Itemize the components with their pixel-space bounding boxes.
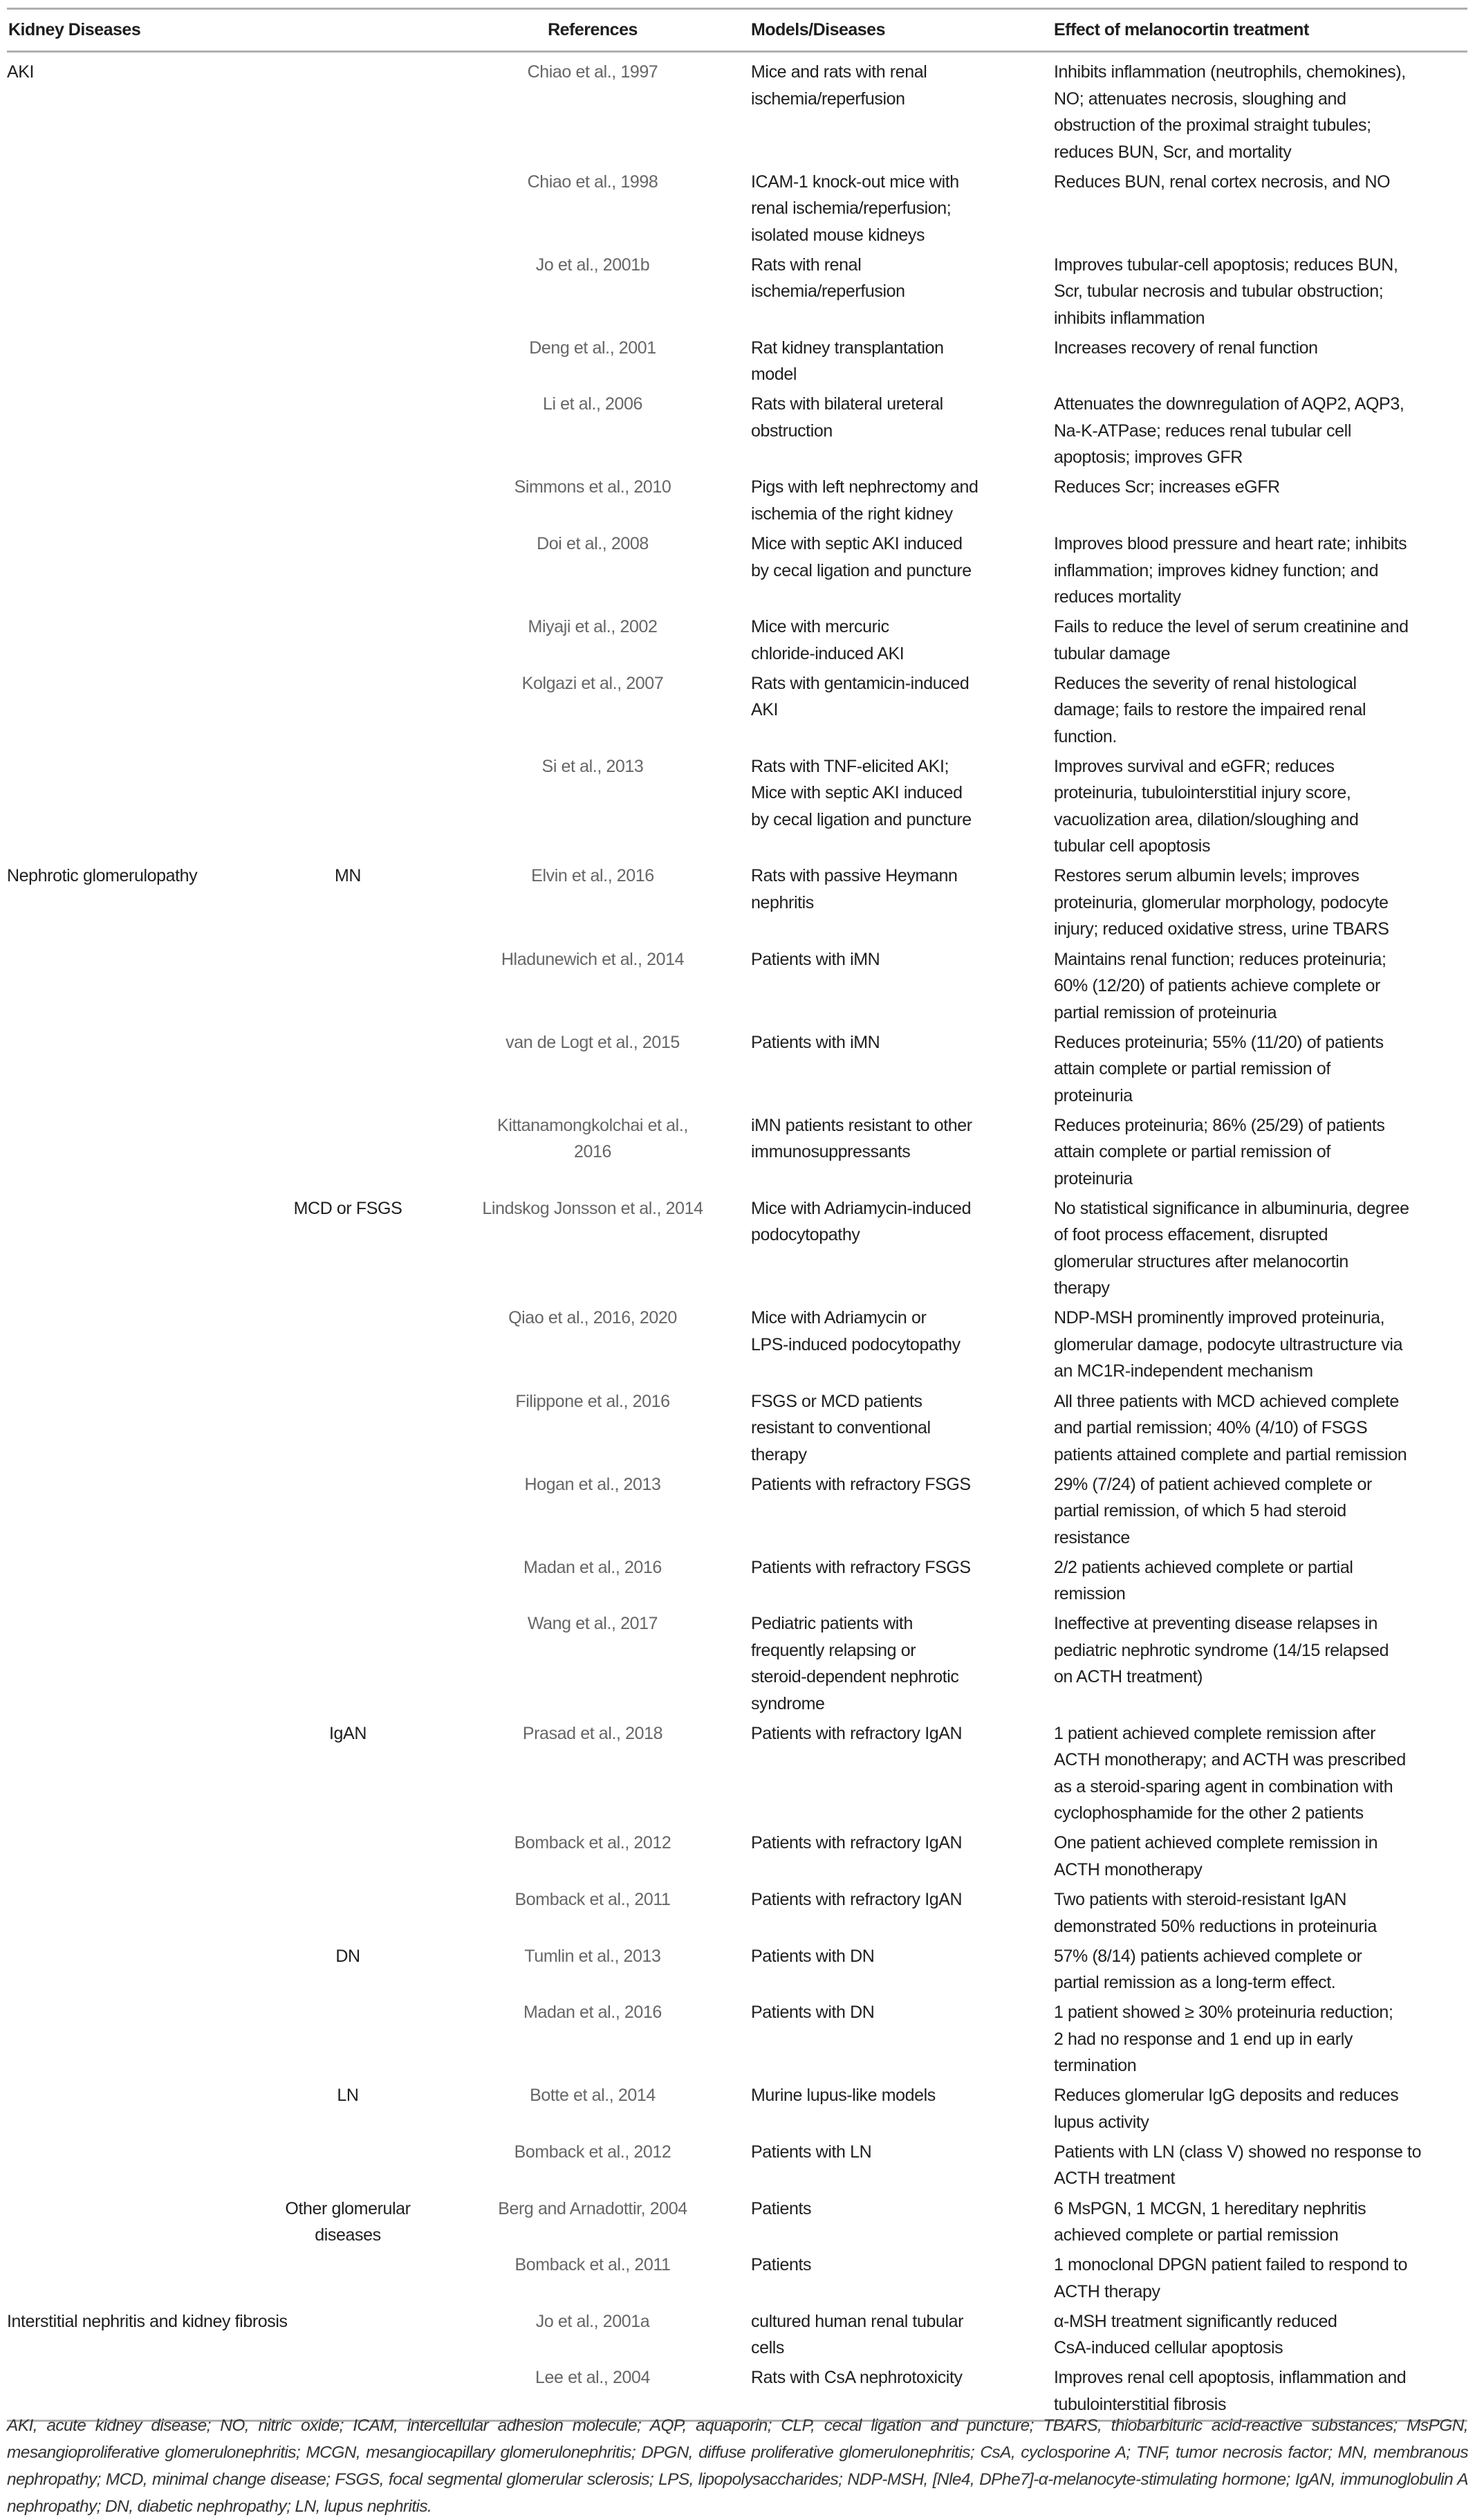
reference-cell: Prasad et al., 2018 (522, 1723, 663, 1743)
kidney-disease-category (7, 1029, 258, 1110)
kidney-disease-category (7, 1112, 258, 1193)
disease-subtype (258, 1999, 438, 2079)
melanocortin-kidney-table (7, 8, 1467, 2422)
reference-cell: Si et al., 2013 (541, 756, 644, 776)
model-cell: Patients with refractory FSGS (751, 1557, 971, 1577)
model-cell: Patients with refractory FSGS (751, 1474, 971, 1494)
effect-cell: Improves renal cell apoptosis, inflammation and tubulointerstitial fibrosis (1054, 2368, 1407, 2414)
reference-cell: Bomback et al., 2011 (514, 1890, 671, 1910)
table-body (7, 53, 1467, 2422)
table-row (7, 2363, 1467, 2420)
reference-cell: Madan et al., 2016 (523, 1557, 662, 1577)
model-cell: Rats with TNF-elicited AKI; Mice with septic AKI induced by cecal ligation and puncture (751, 756, 972, 829)
disease-subtype (258, 2139, 438, 2192)
table-row (7, 1828, 1467, 1885)
kidney-disease-category (7, 1305, 258, 1385)
table-row (7, 1719, 1467, 1829)
model-cell: Rats with CsA nephrotoxicity (751, 2368, 963, 2388)
reference-cell: Filippone et al., 2016 (515, 1391, 670, 1411)
effect-cell: 1 patient showed ≥ 30% proteinuria reduction; 2 had no response and 1 end up in early termination (1054, 2003, 1393, 2076)
model-cell: Patients with iMN (751, 1032, 880, 1052)
kidney-disease-category (7, 1195, 258, 1302)
reference-cell: Qiao et al., 2016, 2020 (508, 1308, 677, 1328)
kidney-disease-category (7, 1610, 258, 1717)
model-cell: Patients with refractory IgAN (751, 1723, 963, 1743)
reference-cell: Bomback et al., 2012 (514, 1833, 671, 1853)
effect-cell: Attenuates the downregulation of AQP2, AQP3, Na-K-ATPase; reduces renal tubular cell apoptosis; improves GFR (1054, 394, 1404, 468)
disease-subtype: MCD or FSGS (293, 1198, 402, 1218)
disease-subtype (258, 670, 438, 751)
disease-subtype (258, 753, 438, 860)
header-kidney-diseases: Kidney Diseases (8, 20, 141, 39)
table-row (7, 389, 1467, 472)
disease-subtype (258, 59, 438, 165)
table-row (7, 2137, 1467, 2194)
disease-subtype (258, 1554, 438, 1608)
kidney-disease-category (7, 391, 258, 471)
kidney-disease-category (7, 670, 258, 751)
reference-cell: Lindskog Jonsson et al., 2014 (482, 1198, 703, 1218)
table-row (7, 57, 1467, 167)
disease-subtype (258, 1830, 438, 1883)
effect-cell: No statistical significance in albuminuria, degree of foot process effacement, disrupted glomerular structures after melanocortin therapy (1054, 1198, 1409, 1298)
model-cell: Mice with Adriamycin or LPS-induced podocytopathy (751, 1308, 961, 1354)
kidney-disease-category (7, 1886, 258, 1940)
effect-cell: Ineffective at preventing disease relapses in pediatric nephrotic syndrome (14/15 relapsed on ACTH treatment) (1054, 1614, 1389, 1687)
table-header (7, 8, 1467, 53)
table-row (7, 333, 1467, 390)
table-row (7, 472, 1467, 529)
reference-cell: Li et al., 2006 (542, 394, 643, 414)
effect-cell: Inhibits inflammation (neutrophils, chemokines), NO; attenuates necrosis, sloughing and obstruction of the proximal straight tubules; reduces BUN, Scr, and mortality (1054, 62, 1406, 162)
model-cell: Patients with DN (751, 1946, 875, 1966)
effect-cell: Reduces glomerular IgG deposits and reduces lupus activity (1054, 2086, 1399, 2132)
effect-cell: α-MSH treatment significantly reduced CsA-induced cellular apoptosis (1054, 2311, 1337, 2358)
table-row (7, 669, 1467, 752)
effect-cell: Patients with LN (class V) showed no response to ACTH treatment (1054, 2142, 1422, 2189)
model-cell: Mice with septic AKI induced by cecal ligation and puncture (751, 534, 972, 580)
model-cell: Patients (751, 2198, 812, 2218)
kidney-disease-category (7, 2082, 258, 2135)
kidney-disease-category (7, 614, 258, 667)
reference-cell: Deng et al., 2001 (529, 338, 656, 358)
effect-cell: Reduces proteinuria; 55% (11/20) of patients attain complete or partial remission of proteinuria (1054, 1032, 1384, 1105)
kidney-disease-category (7, 1554, 258, 1608)
kidney-disease-category (7, 1999, 258, 2079)
effect-cell: Reduces BUN, renal cortex necrosis, and NO (1054, 172, 1391, 192)
disease-subtype (258, 1112, 438, 1193)
effect-cell: Restores serum albumin levels; improves proteinuria, glomerular morphology, podocyte injury; reduced oxidative stress, urine TBARS (1054, 866, 1389, 939)
table-row (7, 2250, 1467, 2307)
reference-cell: Jo et al., 2001a (535, 2311, 650, 2331)
disease-subtype: Other glomerular diseases (285, 2198, 411, 2245)
table-row (7, 612, 1467, 669)
model-cell: Pigs with left nephrectomy and ischemia of the right kidney (751, 477, 978, 524)
model-cell: Patients (751, 2255, 812, 2275)
model-cell: Rats with bilateral ureteral obstruction (751, 394, 943, 441)
table-row (7, 1470, 1467, 1553)
effect-cell: Increases recovery of renal function (1054, 338, 1318, 358)
effect-cell: Improves blood pressure and heart rate; inhibits inflammation; improves kidney function; and reduces mortality (1054, 534, 1407, 607)
reference-cell: Bomback et al., 2012 (514, 2142, 671, 2162)
effect-cell: Improves tubular-cell apoptosis; reduces BUN, Scr, tubular necrosis and tubular obstruction; inhibits inflammation (1054, 255, 1398, 328)
model-cell: Rats with renal ischemia/reperfusion (751, 255, 905, 302)
model-cell: iMN patients resistant to other immunosuppressants (751, 1115, 972, 1162)
kidney-disease-category (7, 2196, 258, 2249)
model-cell: Rats with gentamicin-induced AKI (751, 673, 970, 720)
model-cell: Patients with LN (751, 2142, 872, 2162)
table-row (7, 1303, 1467, 1386)
table-row (7, 1194, 1467, 1304)
kidney-disease-category (7, 2364, 258, 2418)
kidney-disease-category (7, 335, 258, 388)
disease-subtype: MN (334, 866, 362, 886)
effect-cell: 6 MsPGN, 1 MCGN, 1 hereditary nephritis achieved complete or partial remission (1054, 2198, 1366, 2245)
model-cell: Mice and rats with renal ischemia/reperfusion (751, 62, 927, 109)
kidney-disease-category: Interstitial nephritis and kidney fibrosis (7, 2311, 288, 2331)
table-row (7, 861, 1467, 944)
table-row (7, 167, 1467, 250)
table-row (7, 1885, 1467, 1942)
table-row (7, 1028, 1467, 1111)
kidney-disease-category (7, 1388, 258, 1469)
disease-subtype (258, 474, 438, 527)
effect-cell: Two patients with steroid-resistant IgAN demonstrated 50% reductions in proteinuria (1054, 1890, 1377, 1936)
kidney-disease-category (7, 2139, 258, 2192)
kidney-disease-category (7, 1830, 258, 1883)
reference-cell: Kittanamongkolchai et al., 2016 (497, 1115, 688, 1162)
model-cell: Patients with iMN (751, 949, 880, 969)
table-row (7, 250, 1467, 333)
kidney-disease-category (7, 531, 258, 611)
model-cell: Rats with passive Heymann nephritis (751, 866, 958, 912)
header-models: Models/Diseases (751, 20, 885, 39)
reference-cell: Bomback et al., 2011 (514, 2255, 671, 2275)
table-row (7, 1387, 1467, 1470)
table-row (7, 752, 1467, 862)
disease-subtype: LN (337, 2086, 359, 2106)
kidney-disease-category (7, 946, 258, 1027)
reference-cell: Kolgazi et al., 2007 (521, 673, 664, 693)
disease-subtype (258, 2308, 438, 2362)
table-footnote: AKI, acute kidney disease; NO, nitric oxide; ICAM, intercellular adhesion molecule; AQP, aquaporin; CLP, cecal ligation and puncture; TBARS, thiobarbituric acid-reactive substances; MsPGN, mesangioproliferative glomerulonephritis; MCGN, mesangiocapillary glomerulonephritis; DPGN, diffuse proliferative glomerulonephritis; CsA, cyclosporine A; TNF, tumor necrosis factor; MN, membranous nephropathy; MCD, minimal change disease; FSGS, focal segmental glomerular sclerosis; LPS, lipopolysaccharides; NDP-MSH, [Nle4, DPhe7]-α-melanocyte-stimulating hormone; IgAN, immunoglobulin A nephropathy; DN, diabetic nephropathy; LN, lupus nephritis. (7, 2416, 1468, 2516)
table-row (7, 2194, 1467, 2251)
model-cell: Murine lupus-like models (751, 2086, 936, 2106)
model-cell: Mice with mercuric chloride-induced AKI (751, 617, 905, 663)
effect-cell: 1 monoclonal DPGN patient failed to respond to ACTH therapy (1054, 2255, 1408, 2301)
reference-cell: Doi et al., 2008 (537, 534, 649, 554)
disease-subtype: IgAN (329, 1723, 367, 1743)
table-row (7, 1998, 1467, 2081)
table-row (7, 1609, 1467, 1719)
reference-cell: Hladunewich et al., 2014 (501, 949, 685, 969)
disease-subtype (258, 614, 438, 667)
effect-cell: NDP-MSH prominently improved proteinuria, glomerular damage, podocyte ultrastructure via an MC1R-independent mechanism (1054, 1308, 1403, 1381)
kidney-disease-category (7, 252, 258, 332)
kidney-disease-category (7, 1943, 258, 1996)
disease-subtype: DN (335, 1946, 360, 1966)
effect-cell: 29% (7/24) of patient achieved complete or partial remission, of which 5 had steroid resistance (1054, 1474, 1372, 1547)
effect-cell: 2/2 patients achieved complete or partial remission (1054, 1557, 1353, 1604)
effect-cell: Reduces Scr; increases eGFR (1054, 477, 1280, 497)
reference-cell: Hogan et al., 2013 (524, 1474, 661, 1494)
disease-subtype (258, 1305, 438, 1385)
disease-subtype (258, 2364, 438, 2418)
reference-cell: Botte et al., 2014 (530, 2086, 656, 2106)
kidney-disease-category (7, 474, 258, 527)
effect-cell: Maintains renal function; reduces proteinuria; 60% (12/20) of patients achieve complete or partial remission of proteinuria (1054, 949, 1386, 1022)
reference-cell: Elvin et al., 2016 (531, 866, 654, 886)
model-cell: ICAM-1 knock-out mice with renal ischemia/reperfusion; isolated mouse kidneys (751, 172, 959, 245)
reference-cell: Miyaji et al., 2002 (528, 617, 658, 637)
header-effect: Effect of melanocortin treatment (1054, 20, 1309, 39)
reference-cell: Jo et al., 2001b (535, 255, 650, 275)
model-cell: Mice with Adriamycin-induced podocytopathy (751, 1198, 972, 1245)
effect-cell: Fails to reduce the level of serum creatinine and tubular damage (1054, 617, 1409, 663)
table-row (7, 529, 1467, 612)
kidney-disease-category (7, 2252, 258, 2305)
reference-cell: Chiao et al., 1998 (527, 172, 658, 192)
table-row (7, 2081, 1467, 2137)
disease-subtype (258, 946, 438, 1027)
effect-cell: 57% (8/14) patients achieved complete or partial remission as a long-term effect. (1054, 1946, 1362, 1993)
model-cell: Patients with DN (751, 2003, 875, 2023)
model-cell: Patients with refractory IgAN (751, 1890, 963, 1910)
disease-subtype (258, 1029, 438, 1110)
disease-subtype (258, 531, 438, 611)
disease-subtype (258, 1886, 438, 1940)
disease-subtype (258, 1610, 438, 1717)
effect-cell: Reduces the severity of renal histological damage; fails to restore the impaired renal function. (1054, 673, 1366, 746)
disease-subtype (258, 391, 438, 471)
reference-cell: Wang et al., 2017 (527, 1614, 658, 1634)
kidney-disease-category: Nephrotic glomerulopathy (7, 866, 198, 886)
effect-cell: All three patients with MCD achieved complete and partial remission; 40% (4/10) of FSGS patients attained complete and partial remission (1054, 1391, 1407, 1464)
reference-cell: Chiao et al., 1997 (527, 62, 658, 82)
table-row (7, 1111, 1467, 1194)
effect-cell: Improves survival and eGFR; reduces proteinuria, tubulointerstitial injury score, vacuolization area, dilation/sloughing and tubular cell apoptosis (1054, 756, 1359, 856)
reference-cell: Simmons et al., 2010 (514, 477, 671, 497)
model-cell: FSGS or MCD patients resistant to conventional therapy (751, 1391, 931, 1464)
kidney-disease-category (7, 169, 258, 249)
disease-subtype (258, 252, 438, 332)
table-row (7, 945, 1467, 1028)
model-cell: Rat kidney transplantation model (751, 338, 944, 385)
table-row (7, 1942, 1467, 1998)
effect-cell: Reduces proteinuria; 86% (25/29) of patients attain complete or partial remission of proteinuria (1054, 1115, 1385, 1188)
reference-cell: Berg and Arnadottir, 2004 (498, 2198, 687, 2218)
disease-subtype (258, 169, 438, 249)
effect-cell: 1 patient achieved complete remission after ACTH monotherapy; and ACTH was prescribed as a steroid-sparing agent in combination with cyclophosphamide for the other 2 patients (1054, 1723, 1406, 1823)
reference-cell: Madan et al., 2016 (523, 2003, 662, 2023)
kidney-disease-category (7, 753, 258, 860)
disease-subtype (258, 335, 438, 388)
model-cell: Pediatric patients with frequently relapsing or steroid-dependent nephrotic syndrome (751, 1614, 959, 1713)
effect-cell: One patient achieved complete remission in ACTH monotherapy (1054, 1833, 1378, 1879)
table-row (7, 2307, 1467, 2364)
reference-cell: Lee et al., 2004 (535, 2368, 650, 2388)
disease-subtype (258, 1388, 438, 1469)
model-cell: cultured human renal tubular cells (751, 2311, 964, 2358)
model-cell: Patients with refractory IgAN (751, 1833, 963, 1853)
kidney-disease-category (7, 1471, 258, 1552)
kidney-disease-category: AKI (7, 62, 35, 82)
header-references: References (548, 20, 638, 39)
disease-subtype (258, 1471, 438, 1552)
disease-subtype (258, 2252, 438, 2305)
kidney-disease-category (7, 1720, 258, 1827)
reference-cell: Tumlin et al., 2013 (524, 1946, 661, 1966)
reference-cell: van de Logt et al., 2015 (505, 1032, 680, 1052)
table-row (7, 1553, 1467, 1610)
